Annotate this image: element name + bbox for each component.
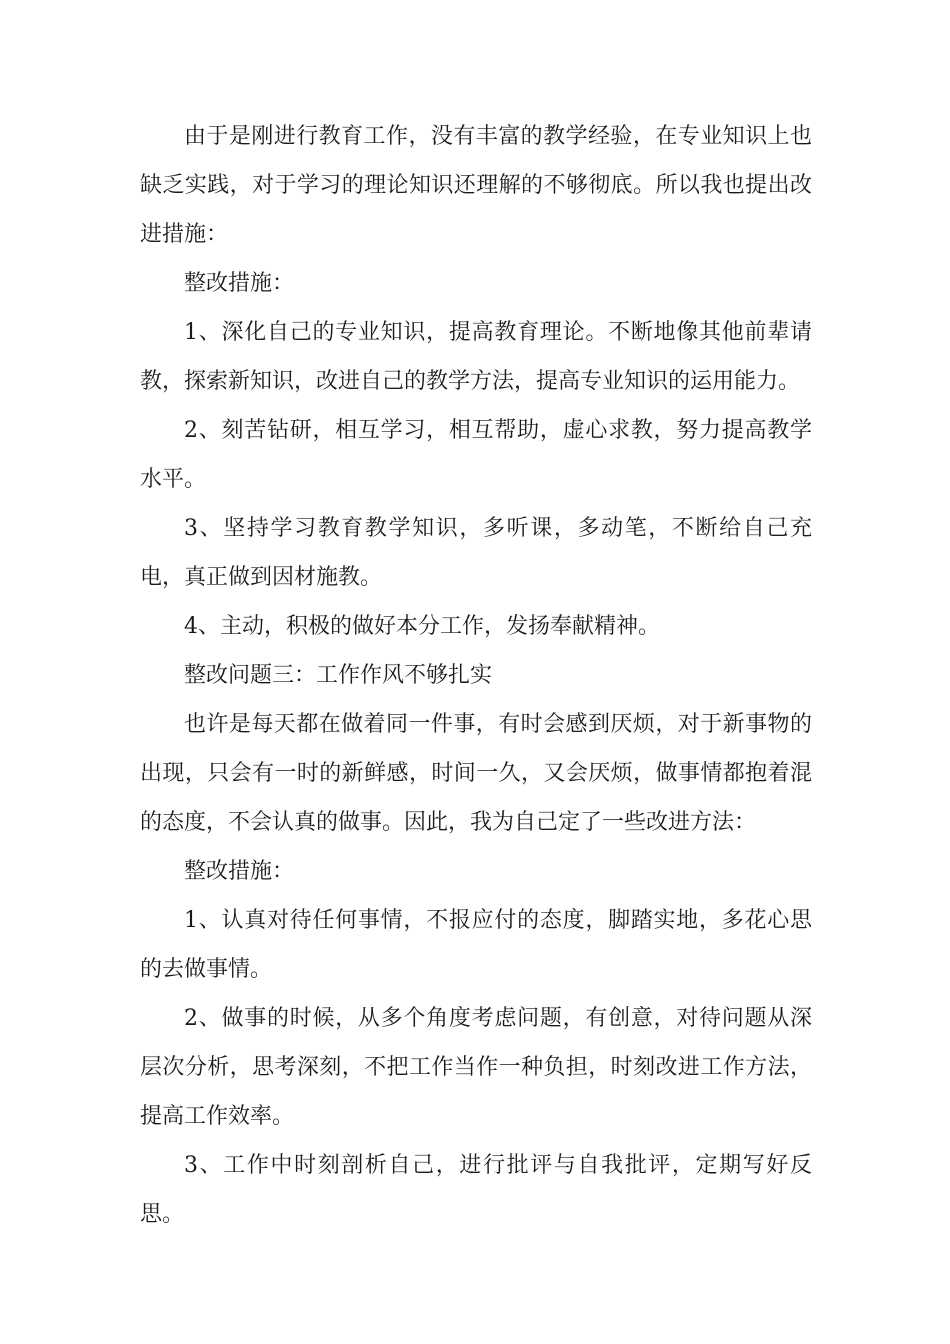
measure-item-4: 4、主动，积极的做好本分工作，发扬奉献精神。 bbox=[184, 614, 660, 639]
measures-heading-2: 整改措施： bbox=[184, 859, 295, 884]
measure-item-1b: 1、认真对待任何事情，不报应付的态度，脚踏实地，多花心思的去做事情。 bbox=[140, 908, 812, 982]
measure-item-3b: 3、工作中时刻剖析自己，进行批评与自我批评，定期写好反思。 bbox=[140, 1153, 812, 1227]
measure-item-2: 2、刻苦钻研，相互学习，相互帮助，虚心求教，努力提高教学水平。 bbox=[140, 418, 812, 492]
intro-paragraph: 由于是刚进行教育工作，没有丰富的教学经验，在专业知识上也缺乏实践，对于学习的理论知识还理解的不够彻底。所以我也提出改进措施： bbox=[140, 124, 812, 247]
measure-item-1: 1、深化自己的专业知识，提高教育理论。不断地像其他前辈请教，探索新知识，改进自己的教学方法，提高专业知识的运用能力。 bbox=[140, 320, 812, 394]
document-body bbox=[140, 112, 812, 1239]
problem-three-heading: 整改问题三：工作作风不够扎实 bbox=[184, 663, 493, 688]
problem-three-paragraph: 也许是每天都在做着同一件事，有时会感到厌烦，对于新事物的出现，只会有一时的新鲜感，时间一久，又会厌烦，做事情都抱着混的态度，不会认真的做事。因此，我为自己定了一些改进方法： bbox=[140, 712, 812, 835]
measure-item-3: 3、坚持学习教育教学知识，多听课，多动笔，不断给自己充电，真正做到因材施教。 bbox=[140, 516, 812, 590]
measure-item-2b: 2、做事的时候，从多个角度考虑问题，有创意，对待问题从深层次分析，思考深刻，不把工作当作一种负担，时刻改进工作方法，提高工作效率。 bbox=[140, 1006, 812, 1129]
measures-heading: 整改措施： bbox=[184, 271, 295, 296]
